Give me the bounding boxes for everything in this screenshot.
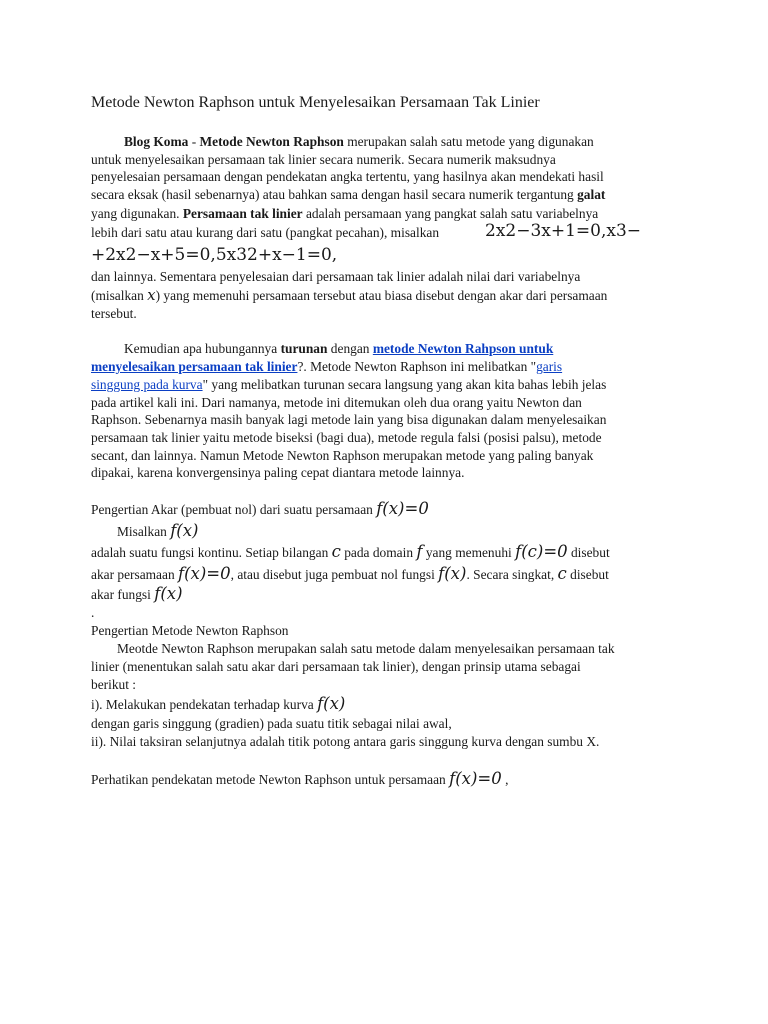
p4-item-i: i). Melakukan pendekatan terhadap kurva f(x) (91, 694, 346, 713)
equation-line-1: 2x2−3x+1=0,x3− (485, 221, 642, 241)
p1-line-2: untuk menyelesaikan persamaan tak linier secara numerik. Secara numerik maksudnya (91, 152, 556, 167)
p2-line-3: singgung pada kurva" yang melibatkan turunan secara langsung yang akan kita bahas lebih jelas (91, 377, 607, 392)
page-title: Metode Newton Raphson untuk Menyelesaikan Persamaan Tak Linier (91, 94, 540, 111)
link-garis-singgung[interactable]: garis (536, 359, 563, 374)
p1-line-8: (misalkan x) yang memenuhi persamaan tersebut atau biasa disebut dengan akar dari persamaan (91, 286, 608, 304)
p4-last-line: Perhatikan pendekatan metode Newton Raphson untuk persamaan f(x)=0 , (91, 769, 509, 788)
p4-line-3: berikut : (91, 677, 136, 692)
p1-line-9: tersebut. (91, 306, 137, 321)
equation-fc-0: f(c)=0 (515, 542, 568, 561)
equation-line-2: +2x2−x+5=0,5x32+x−1=0, (91, 245, 338, 265)
p2-line-2: menyelesaikan persamaan tak linier?. Metode Newton Raphson ini melibatkan "garis (91, 359, 563, 374)
p3-line-5: akar fungsi f(x) (91, 584, 183, 603)
section-heading: Pengertian Metode Newton Raphson (91, 623, 289, 638)
p3-dot: . (91, 605, 95, 620)
p4-line-2: linier (menentukan salah satu akar dari persamaan tak linier), dengan prinsip utama sebagai (91, 659, 581, 674)
p4-item-ii: ii). Nilai taksiran selanjutnya adalah titik potong antara garis singgung kurva dengan sumbu X. (91, 734, 600, 749)
p4-item-i-cont: dengan garis singgung (gradien) pada suatu titik sebagai nilai awal, (91, 716, 452, 731)
term-galat: galat (577, 187, 606, 202)
p1-line-1: Blog Koma - Metode Newton Raphson merupakan salah satu metode yang digunakan (124, 134, 594, 149)
link-garis-singgung-cont[interactable]: singgung pada kurva (91, 377, 203, 392)
term-persamaan-tak-linier: Persamaan tak linier (182, 206, 303, 221)
p3-line-2: Misalkan f(x) (117, 521, 199, 540)
method-name: Metode Newton Raphson (199, 134, 344, 149)
equation-fx: f(x) (170, 521, 199, 540)
p1-line-4: secara eksak (hasil sebenarnya) atau bahkan sama dengan hasil secara numerik tergantung galat (91, 187, 606, 202)
p1-line-5: yang digunakan. Persamaan tak linier adalah persamaan yang pangkat salah satu variabelnya (91, 206, 599, 221)
variable-c: c (331, 542, 341, 561)
p1-line-6: lebih dari satu atau kurang dari satu (pangkat pecahan), misalkan (91, 225, 440, 240)
term-turunan: turunan (280, 341, 328, 356)
p1-line-3: penyelesaian persamaan dengan pendekatan angka tertentu, yang hasilnya akan mendekati hasil (91, 169, 604, 184)
link-newton-raphson-article[interactable]: metode Newton Rahpson untuk (372, 341, 554, 356)
variable-f: f (416, 542, 423, 561)
p2-line-6: persamaan tak linier yaitu metode biseksi (bagi dua), metode regula falsi (posisi palsu), metode (91, 430, 602, 445)
p2-line-8: dipakai, karena konvergensinya paling cepat diantara metode lainnya. (91, 465, 465, 480)
equation-fx-0: f(x)=0 (376, 499, 429, 518)
p2-line-5: Raphson. Sebenarnya masih banyak lagi metode lain yang bisa digunakan dalam menyelesaikan (91, 412, 607, 427)
variable-x: x (147, 286, 156, 304)
blog-name: Blog Koma (124, 134, 189, 149)
p2-line-1: Kemudian apa hubungannya turunan dengan metode Newton Rahpson untuk (124, 341, 554, 356)
p2-line-7: secant, dan lainnya. Namun Metode Newton Raphson merupakan metode yang paling banyak (91, 448, 594, 463)
p3-line-1: Pengertian Akar (pembuat nol) dari suatu persamaan f(x)=0 (91, 499, 429, 518)
p3-line-4: akar persamaan f(x)=0, atau disebut juga pembuat nol fungsi f(x). Secara singkat, c disebut (91, 564, 609, 583)
p4-line-1: Meotde Newton Raphson merupakan salah satu metode dalam menyelesaikan persamaan tak (117, 641, 615, 656)
p1-line-7: dan lainnya. Sementara penyelesaian dari persamaan tak linier adalah nilai dari variabelnya (91, 269, 581, 284)
p3-line-3: adalah suatu fungsi kontinu. Setiap bilangan c pada domain f yang memenuhi f(c)=0 disebut (91, 542, 610, 561)
p2-line-4: pada artikel kali ini. Dari namanya, metode ini ditemukan oleh dua orang yaitu Newton dan (91, 395, 582, 410)
link-newton-raphson-article-cont[interactable]: menyelesaikan persamaan tak linier (91, 359, 298, 374)
